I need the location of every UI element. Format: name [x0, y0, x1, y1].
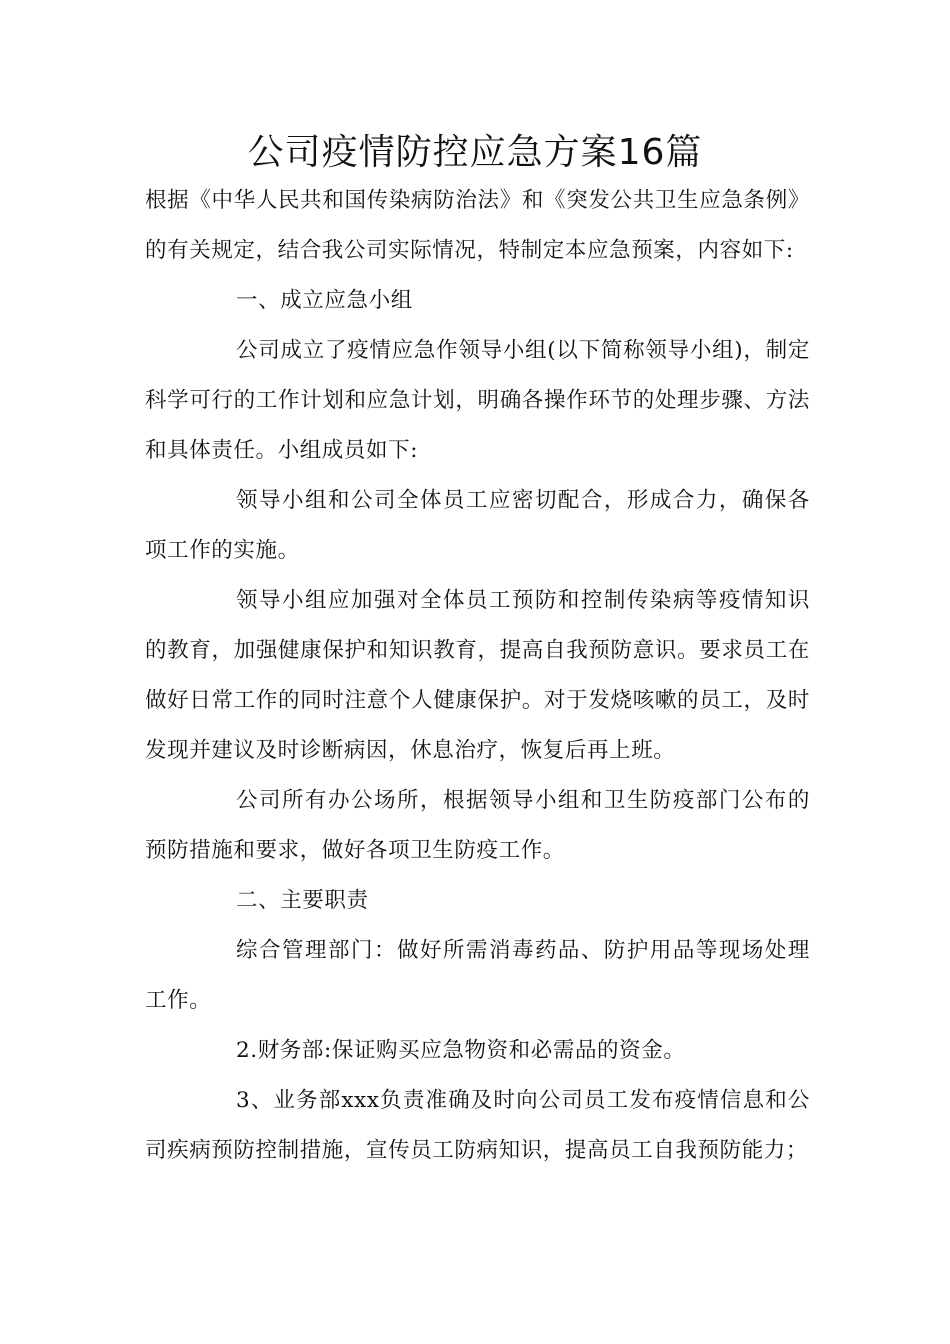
- paragraph: 2.财务部:保证购买应急物资和必需品的资金。: [236, 1038, 686, 1063]
- section-heading-1: 一、成立应急小组: [236, 288, 413, 313]
- paragraph: 公司所有办公场所，根据领导小组和卫生防疫部门公布的预防措施和要求，做好各项卫生防疫工作。: [145, 788, 810, 863]
- paragraph: 领导小组和公司全体员工应密切配合，形成合力，确保各项工作的实施。: [145, 488, 810, 563]
- document-body: [145, 176, 810, 1176]
- section-heading-2: 二、主要职责: [236, 888, 369, 913]
- paragraph-intro: 根据《中华人民共和国传染病防治法》和《突发公共卫生应急条例》的有关规定，结合我公司实际情况，特制定本应急预案，内容如下:: [145, 188, 810, 263]
- paragraph: 综合管理部门：做好所需消毒药品、防护用品等现场处理工作。: [145, 938, 810, 1013]
- paragraph: 领导小组应加强对全体员工预防和控制传染病等疫情知识的教育，加强健康保护和知识教育，提高自我预防意识。要求员工在做好日常工作的同时注意个人健康保护。对于发烧咳嗽的员工，及时发现并建议及时诊断病因，休息治疗，恢复后再上班。: [145, 588, 810, 763]
- document-title: 公司疫情防控应急方案16篇: [247, 132, 703, 173]
- paragraph: 公司成立了疫情应急作领导小组(以下简称领导小组)，制定科学可行的工作计划和应急计划，明确各操作环节的处理步骤、方法和具体责任。小组成员如下:: [145, 338, 810, 463]
- paragraph: 3、业务部xxx负责准确及时向公司员工发布疫情信息和公司疾病预防控制措施，宣传员工防病知识，提高员工自我预防能力；: [145, 1088, 810, 1163]
